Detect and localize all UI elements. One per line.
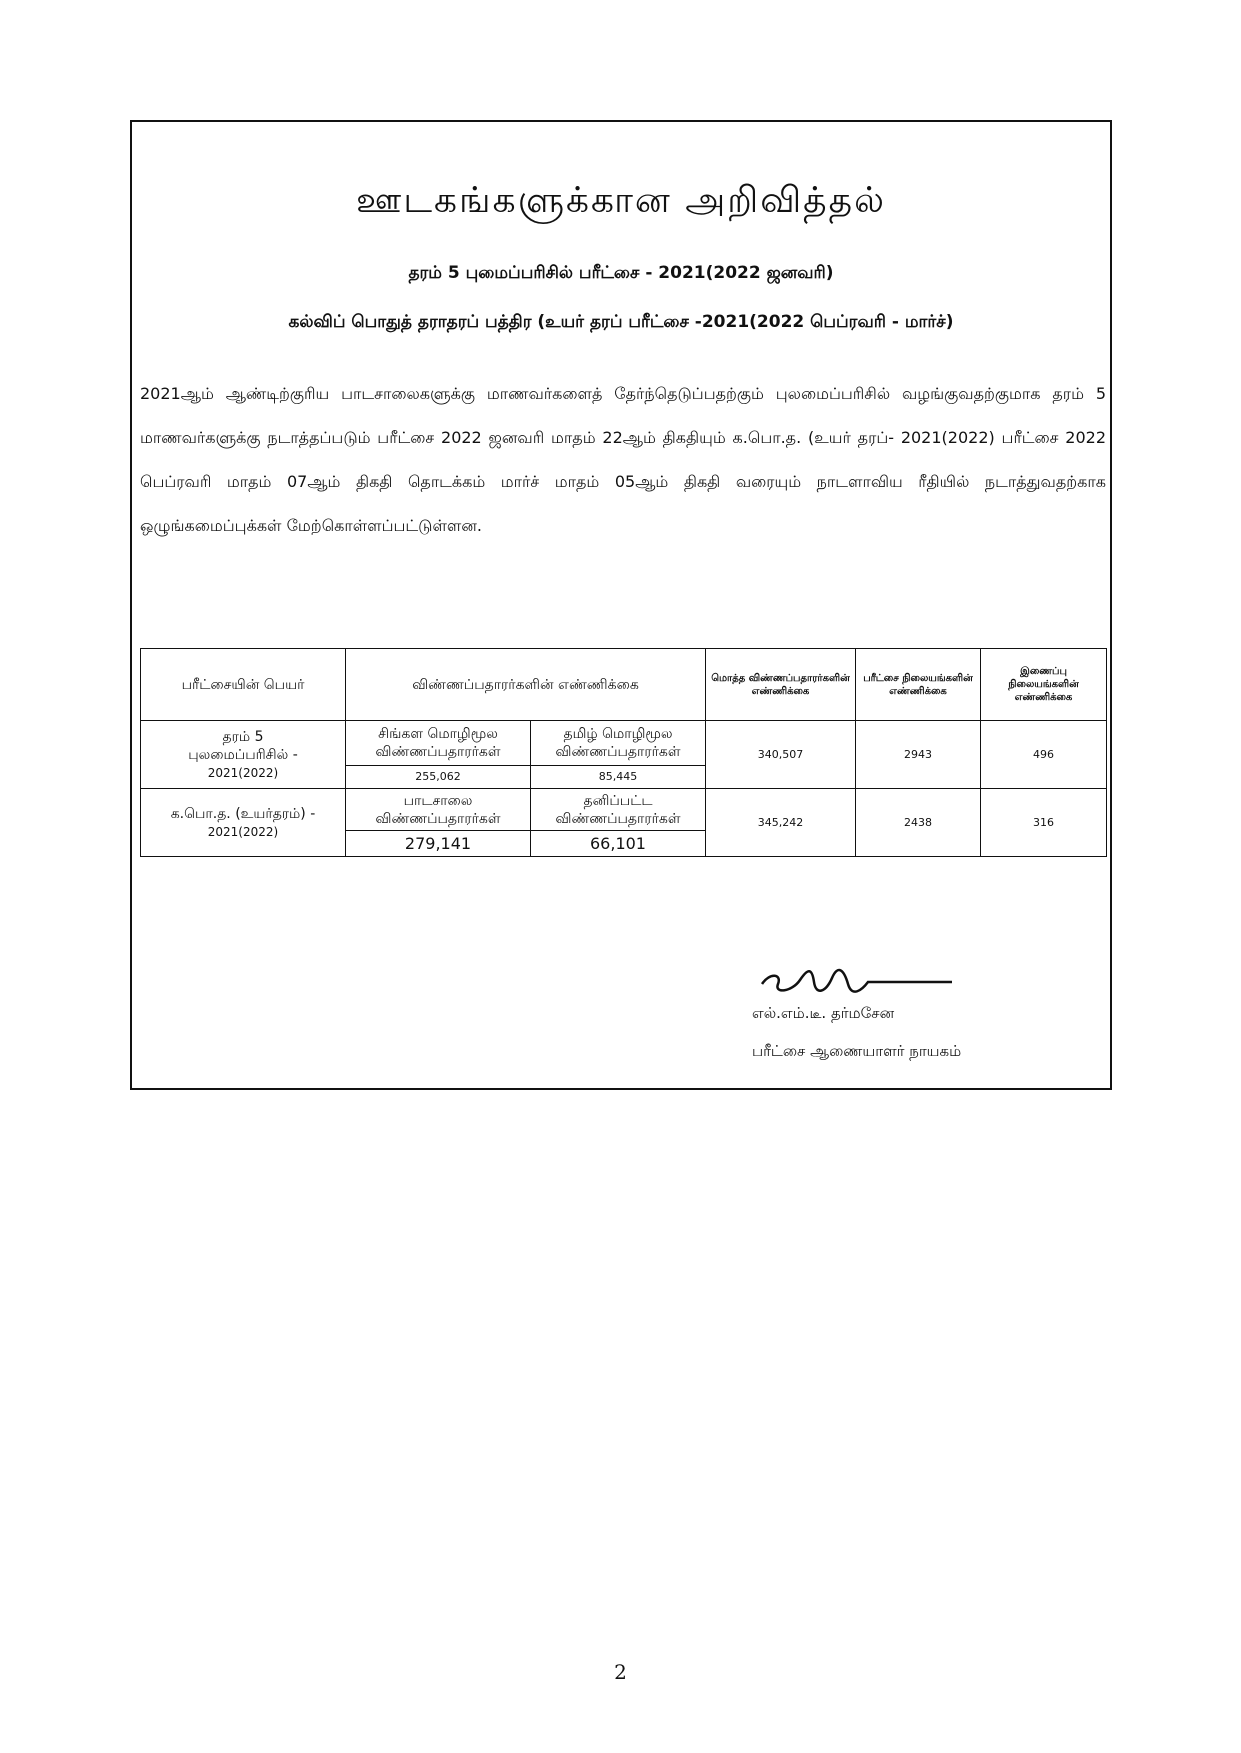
row2-total: 345,242 xyxy=(706,789,856,857)
row2-coord-centers: 316 xyxy=(981,789,1107,857)
signatory-name: எல்.எம்.டீ. தர்மசேன xyxy=(752,1004,895,1022)
header-centers: பரீட்சை நிலையங்களின் எண்ணிக்கை xyxy=(856,649,981,721)
row2-exam-name-line1: க.பொ.த. (உயர்தரம்) - xyxy=(170,805,316,822)
row2-sub-col-1: பாடசாலை விண்ணப்பதாரர்கள் xyxy=(346,789,531,831)
header-exam-name: பரீட்சையின் பெயர் xyxy=(141,649,346,721)
header-applicants: விண்ணப்பதாரர்களின் எண்ணிக்கை xyxy=(346,649,706,721)
row1-value-1: 255,062 xyxy=(346,766,531,789)
notice-title: ஊடகங்களுக்கான அறிவித்தல் xyxy=(356,180,886,221)
notice-paragraph xyxy=(140,372,1106,548)
row2-sub-col-2: தனிப்பட்ட விண்ணப்பதாரர்கள் xyxy=(531,789,706,831)
row2-value-2: 66,101 xyxy=(531,831,706,857)
row2-exam-name-line2: 2021(2022) xyxy=(207,824,279,839)
row1-exam-name-line3: 2021(2022) xyxy=(207,765,279,780)
header-coord-centers: இணைப்பு நிலையங்களின் எண்ணிக்கை xyxy=(981,649,1107,721)
statistics-table xyxy=(140,648,1107,857)
row1-total: 340,507 xyxy=(706,721,856,789)
row1-value-2: 85,445 xyxy=(531,766,706,789)
table-row xyxy=(141,789,1107,831)
row2-value-1: 279,141 xyxy=(346,831,531,857)
paragraph-text: 2021ஆம் ஆண்டிற்குரிய பாடசாலைகளுக்கு மாணவர்களைத் தேர்ந்தெடுப்பதற்கும் புலமைப்பரிசில் வழங்குவதற்குமாக தரம் 5 மாணவர்களுக்கு நடாத்தப்படும் பரீட்சை 2022 ஜனவரி மாதம் 22ஆம் திகதியும் க.பொ.த. (உயர் தரப்- 2021(2022) பரீட்சை 2022 பெப்ரவரி மாதம் 07ஆம் திகதி தொடக்கம் மார்ச் மாதம் 05ஆம் திகதி வரையும் நாடளாவிய ரீதியில் நடாத்துவதற்காக ஒழுங்கமைப்புக்கள் மேற்கொள்ளப்பட்டுள்ளன. xyxy=(140,384,1107,535)
header-total: மொத்த விண்ணப்பதாரர்களின் எண்ணிக்கை xyxy=(706,649,856,721)
row1-centers: 2943 xyxy=(856,721,981,789)
notice-frame xyxy=(130,120,1112,1090)
table-row xyxy=(141,721,1107,766)
row2-centers: 2438 xyxy=(856,789,981,857)
signatory-title: பரீட்சை ஆணையாளர் நாயகம் xyxy=(752,1042,962,1060)
row2-exam-name xyxy=(141,789,346,857)
row1-coord-centers: 496 xyxy=(981,721,1107,789)
row1-sub-col-2: தமிழ் மொழிமூல விண்ணப்பதாரர்கள் xyxy=(531,721,706,766)
row1-exam-name-line2: புலமைப்பரிசில் - xyxy=(188,746,298,763)
signature-image xyxy=(752,962,952,1002)
table-header-row xyxy=(141,649,1107,721)
row1-exam-name xyxy=(141,721,346,789)
row1-sub-col-1: சிங்கள மொழிமூல விண்ணப்பதாரர்கள் xyxy=(346,721,531,766)
notice-subtitle-1: தரம் 5 புமைப்பரிசில் பரீட்சை - 2021(2022 ஜனவரி) xyxy=(408,263,834,283)
notice-subtitle-2: கல்விப் பொதுத் தராதரப் பத்திர (உயர் தரப் பரீட்சை -2021(2022 பெப்ரவரி - மார்ச்) xyxy=(288,312,954,332)
page-number: 2 xyxy=(614,1660,627,1684)
row1-exam-name-line1: தரம் 5 xyxy=(222,728,264,745)
